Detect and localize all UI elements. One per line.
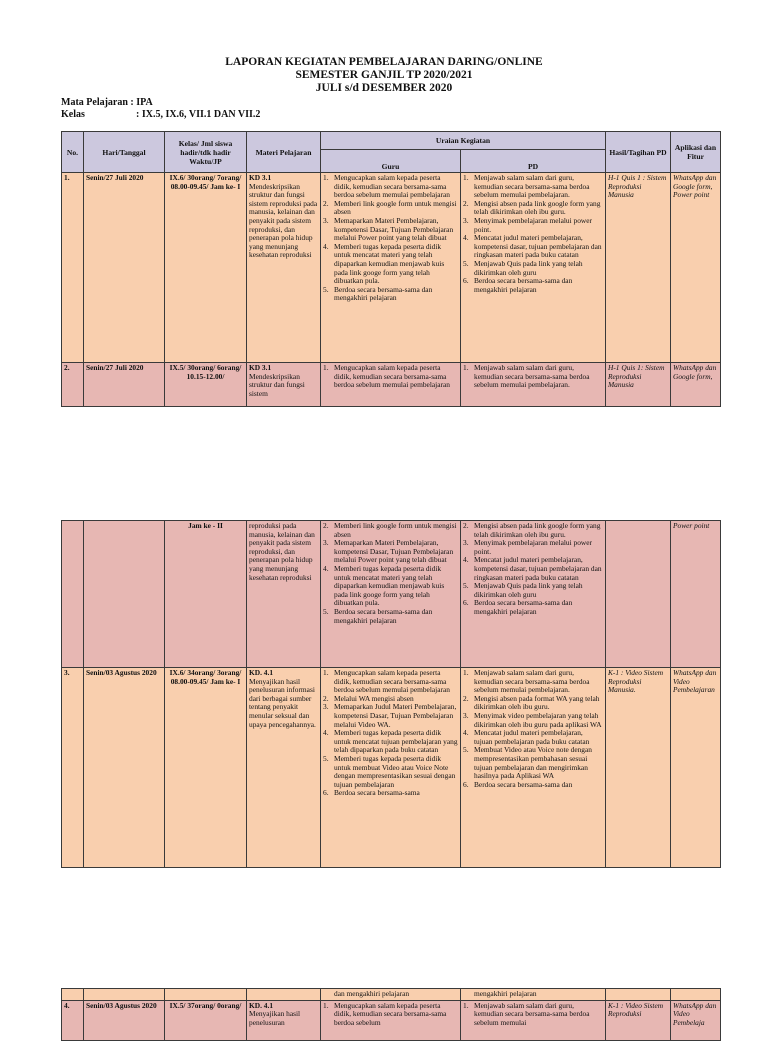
activity-item: 1. Mengucapkan salam kepada peserta didik, kemudian secara bersama-sama berdoa sebelum memulai pembelajaran [323, 668, 450, 695]
activity-item: 3. Menyimak pembelajaran melalui power point. [463, 215, 593, 234]
class-label: Kelas [61, 109, 85, 120]
student-activities [461, 173, 606, 363]
row-app: WhatsApp dan Google form, [671, 363, 721, 407]
teacher-activities [321, 173, 461, 363]
activity-item: 6. Berdoa secara bersama-sama [323, 788, 420, 798]
activity-item: 4. Mencatat judul materi pembelajaran, tujuan pembelajaran pada buku catatan [463, 728, 590, 746]
activity-item: 2. Mengisi absen pada link google form yang telah dikirimkan oleh ibu guru. [463, 198, 601, 217]
report-title-line-2: SEMESTER GANJIL TP 2020/2021 [295, 69, 473, 81]
activity-item: 2. Mengisi absen pada link google form yang telah dikirimkan oleh ibu guru. [463, 521, 601, 539]
row-date: Senin/27 Juli 2020 [84, 363, 165, 407]
col-header-class: Kelas/ Jml siswa hadir/tdk hadir Waktu/JP [165, 132, 247, 173]
col-header-student: PD [461, 150, 606, 173]
row-result: H-1 Quis 1 : Sistem Reproduksi Manusia [606, 173, 671, 363]
row-number: 4. [62, 1000, 84, 1040]
row-result [606, 989, 671, 1001]
activity-item: 2. Memberi link google form untuk mengisi absen [323, 198, 457, 217]
table-row [62, 668, 721, 868]
activity-item: 1. Menjawab salam salam dari guru, kemudian secara bersama-sama berdoa sebelum memulai [463, 1000, 590, 1027]
row-class: IX.6/ 30orang/ 7orang/ 08.00-09.45/ Jam ke- I [165, 173, 247, 363]
row-class: IX.5/ 30orang/ 6orang/ 10.15-12.00/ [165, 363, 247, 407]
col-header-teacher: Guru [321, 150, 461, 173]
row-material [247, 521, 321, 668]
row-result: K-1 : Video Sistem Reproduksi Manusia. [606, 668, 671, 868]
row-material [247, 363, 321, 407]
activity-item: 4. Mencatat judul materi pembelajaran, kompetensi dasar, tujuan pembelajaran dan ringkasan materi pada buku catatan [463, 555, 602, 582]
activity-item: 5. Menjawab Quis pada link yang telah dikirimkan oleh guru [463, 581, 583, 599]
row-date: Senin/03 Agustus 2020 [84, 668, 165, 868]
activity-item: 2. Mengisi absen pada format WA yang telah dikirimkan oleh ibu guru. [463, 693, 600, 712]
student-activities [461, 521, 606, 668]
row-app: Power point [671, 521, 721, 668]
activity-item: 4. Memberi tugas kepada peserta didik untuk mencatat materi yang telah dipaparkan kemudian menjawab kuis pada link googe form yang telah dibuatkan pula. [323, 563, 445, 608]
row-date: Senin/03 Agustus 2020 [84, 1000, 165, 1040]
activity-item: 1. Menjawab salam salam dari guru, kemudian secara bersama-sama berdoa sebelum memulai pembelajaran. [463, 173, 590, 200]
col-header-no: No. [62, 132, 84, 173]
activity-table-page-3 [61, 988, 721, 1041]
row-app: WhatsApp dan Video Pembelajaran [671, 668, 721, 868]
row-material [247, 1000, 321, 1040]
row-app: WhatsApp dan Video Pembelaja [671, 1000, 721, 1040]
row-material [247, 668, 321, 868]
row-result: H-1 Quis 1: Sistem Reproduksi Manusia [606, 363, 671, 407]
student-activities-tail: mengakhiri pelajaran [461, 989, 606, 1001]
material-text: Menyajikan hasil penelusuran informasi dari berbagai sumber tentang penyakit menular seksual dan upaya pencegahannya. [249, 676, 316, 729]
student-activities [461, 1000, 606, 1040]
row-result [606, 521, 671, 668]
teacher-activities-tail: dan mengakhiri pelajaran [321, 989, 461, 1001]
teacher-activities [321, 521, 461, 668]
class-line [61, 109, 361, 121]
activity-item: 3. Menyimak video pembelajaran yang telah dikirimkan oleh ibu guru pada aplikasi WA [463, 710, 602, 729]
row-class: IX.6/ 34orang/ 3orang/ 08.00-09.45/ Jam ke- I [165, 668, 247, 868]
material-text: Menyajikan hasil penelusuran [249, 1009, 301, 1027]
activity-item: 1. Mengucapkan salam kepada peserta didik, kemudian secara bersama-sama berdoa sebelum memulai pembelajaran [323, 363, 450, 390]
material-text: Mendeskripsikan struktur dan fungsi sistem reproduksi pada manusia, kelainan dan penyakit pada sistem reproduksi, dan penerapan pola hidup yang menunjang kesehatan reproduksi [249, 181, 318, 260]
col-header-result: Hasil/Tagihan PD [606, 132, 671, 173]
table-row [62, 363, 721, 407]
row-date: Senin/27 Juli 2020 [84, 173, 165, 363]
row-number: 1. [62, 173, 84, 363]
row-number: 2. [62, 363, 84, 407]
activity-item: 2. Memberi link google form untuk mengisi absen [323, 521, 457, 539]
kd-code: KD. 4.1 [249, 668, 274, 677]
table-row [62, 989, 721, 1001]
student-activities [461, 668, 606, 868]
subject-label: Mata Pelajaran : IPA [61, 97, 153, 108]
row-number [62, 521, 84, 668]
student-activities [461, 363, 606, 407]
activity-item: 4. Memberi tugas kepada peserta didik untuk mencatat materi yang telah dipaparkan kemudian menjawab kuis pada link googe form yang telah dibuatkan pula. [323, 241, 445, 286]
report-title-line-1: LAPORAN KEGIATAN PEMBELAJARAN DARING/ONLINE [225, 56, 543, 68]
kd-code: KD 3.1 [249, 173, 272, 182]
row-app: WhatsApp dan Google form, Power point [671, 173, 721, 363]
table-row [62, 1000, 721, 1040]
teacher-activities [321, 1000, 461, 1040]
table-row [62, 173, 721, 363]
kd-code: KD. 4.1 [249, 1000, 274, 1010]
activity-item: 3. Memaparkan Judul Materi Pembelajaran, kompetensi Dasar, Tujuan Pembelajaran melalui Video WA. [323, 702, 457, 729]
activity-item: 6. Berdoa secara bersama-sama dan mengakhiri pelajaran [463, 598, 573, 616]
activity-item: 3. Memaparkan Materi Pembelajaran, kompetensi Dasar, Tujuan Pembelajaran melalui Power point yang telah dibuat [323, 538, 454, 565]
material-text: reproduksi pada manusia, kelainan dan penyakit pada sistem reproduksi, dan penerapan pola hidup yang menunjang kesehatan reproduksi [249, 521, 315, 582]
activity-table-page-2 [61, 520, 721, 868]
activity-item: 5. Membuat Video atau Voice note dengan mempresentasikan pembahasan sesuai tujuan pembelajaran dan mengirimkan hasilnya pada Aplikasi WA [463, 745, 592, 781]
activity-item: 5. Memberi tugas kepada peserta didik untuk membuat Video atau Voice Note dengan mempresentasikan sesuai dengan tujuan pembelajaran [323, 753, 456, 789]
activity-item: 5. Berdoa secara bersama-sama dan mengakhiri pelajaran [323, 606, 433, 625]
row-date [84, 521, 165, 668]
row-material [247, 173, 321, 363]
material-text: Mendeskripsikan struktur dan fungsi sistem [249, 371, 305, 398]
row-number: 3. [62, 668, 84, 868]
teacher-activities [321, 363, 461, 407]
activity-item: 1. Mengucapkan salam kepada peserta didik, kemudian secara bersama-sama berdoa sebelum memulai pembelajaran [323, 173, 450, 200]
activity-item: 1. Menjawab salam salam dari guru, kemudian secara bersama-sama berdoa sebelum memulai pembelajaran. [463, 668, 590, 695]
teacher-activities [321, 668, 461, 868]
row-material [247, 989, 321, 1001]
activity-item: 1. Mengucapkan salam kepada peserta didik, kemudian secara bersama-sama berdoa sebelum [323, 1000, 447, 1027]
row-app [671, 989, 721, 1001]
activity-item: 2. Melalui WA mengisi absen [323, 693, 414, 703]
col-header-material: Materi Pelajaran [247, 132, 321, 173]
row-number [62, 989, 84, 1001]
activity-item: 3. Memaparkan Materi Pembelajaran, kompetensi Dasar, Tujuan Pembelajaran melalui Power point yang telah dibuat [323, 215, 454, 243]
class-value: : IX.5, IX.6, VII.1 DAN VII.2 [136, 109, 261, 120]
row-result: K-1 : Video Sistem Reproduksi [606, 1000, 671, 1040]
col-header-activity: Uraian Kegiatan [321, 132, 606, 150]
activity-item: 6. Berdoa secara bersama-sama dan [463, 779, 573, 789]
activity-item: 5. Menjawab Quis pada link yang telah dikirimkan oleh guru [463, 258, 583, 277]
activity-item: 1. Menjawab salam salam dari guru, kemudian secara bersama-sama berdoa sebelum memulai pembelajaran. [463, 363, 590, 390]
row-class: IX.5/ 37orang/ 0orang/ [165, 1000, 247, 1040]
kd-code: KD 3.1 [249, 363, 272, 372]
activity-item: 6. Berdoa secara bersama-sama dan mengakhiri pelajaran [463, 276, 573, 294]
activity-item: 5. Berdoa secara bersama-sama dan mengakhiri pelajaran [323, 284, 433, 303]
row-date [84, 989, 165, 1001]
col-header-app: Aplikasi dan Fitur [671, 132, 721, 173]
report-title-line-3: JULI s/d DESEMBER 2020 [315, 82, 453, 94]
activity-item: 3. Menyimak pembelajaran melalui power point. [463, 538, 593, 556]
activity-table-page-1 [61, 131, 721, 407]
row-class [165, 989, 247, 1001]
activity-item: 4. Memberi tugas kepada peserta didik untuk mencatat tujuan pembelajaran yang telah dipaparkan pada buku catatan [323, 728, 458, 755]
col-header-day-date: Hari/Tanggal [84, 132, 165, 173]
row-class: Jam ke - II [165, 521, 247, 668]
table-row [62, 521, 721, 668]
activity-item: 4. Mencatat judul materi pembelajaran, kompetensi dasar, tujuan pembelajaran dan ringkasan materi pada buku catatan [463, 233, 602, 260]
